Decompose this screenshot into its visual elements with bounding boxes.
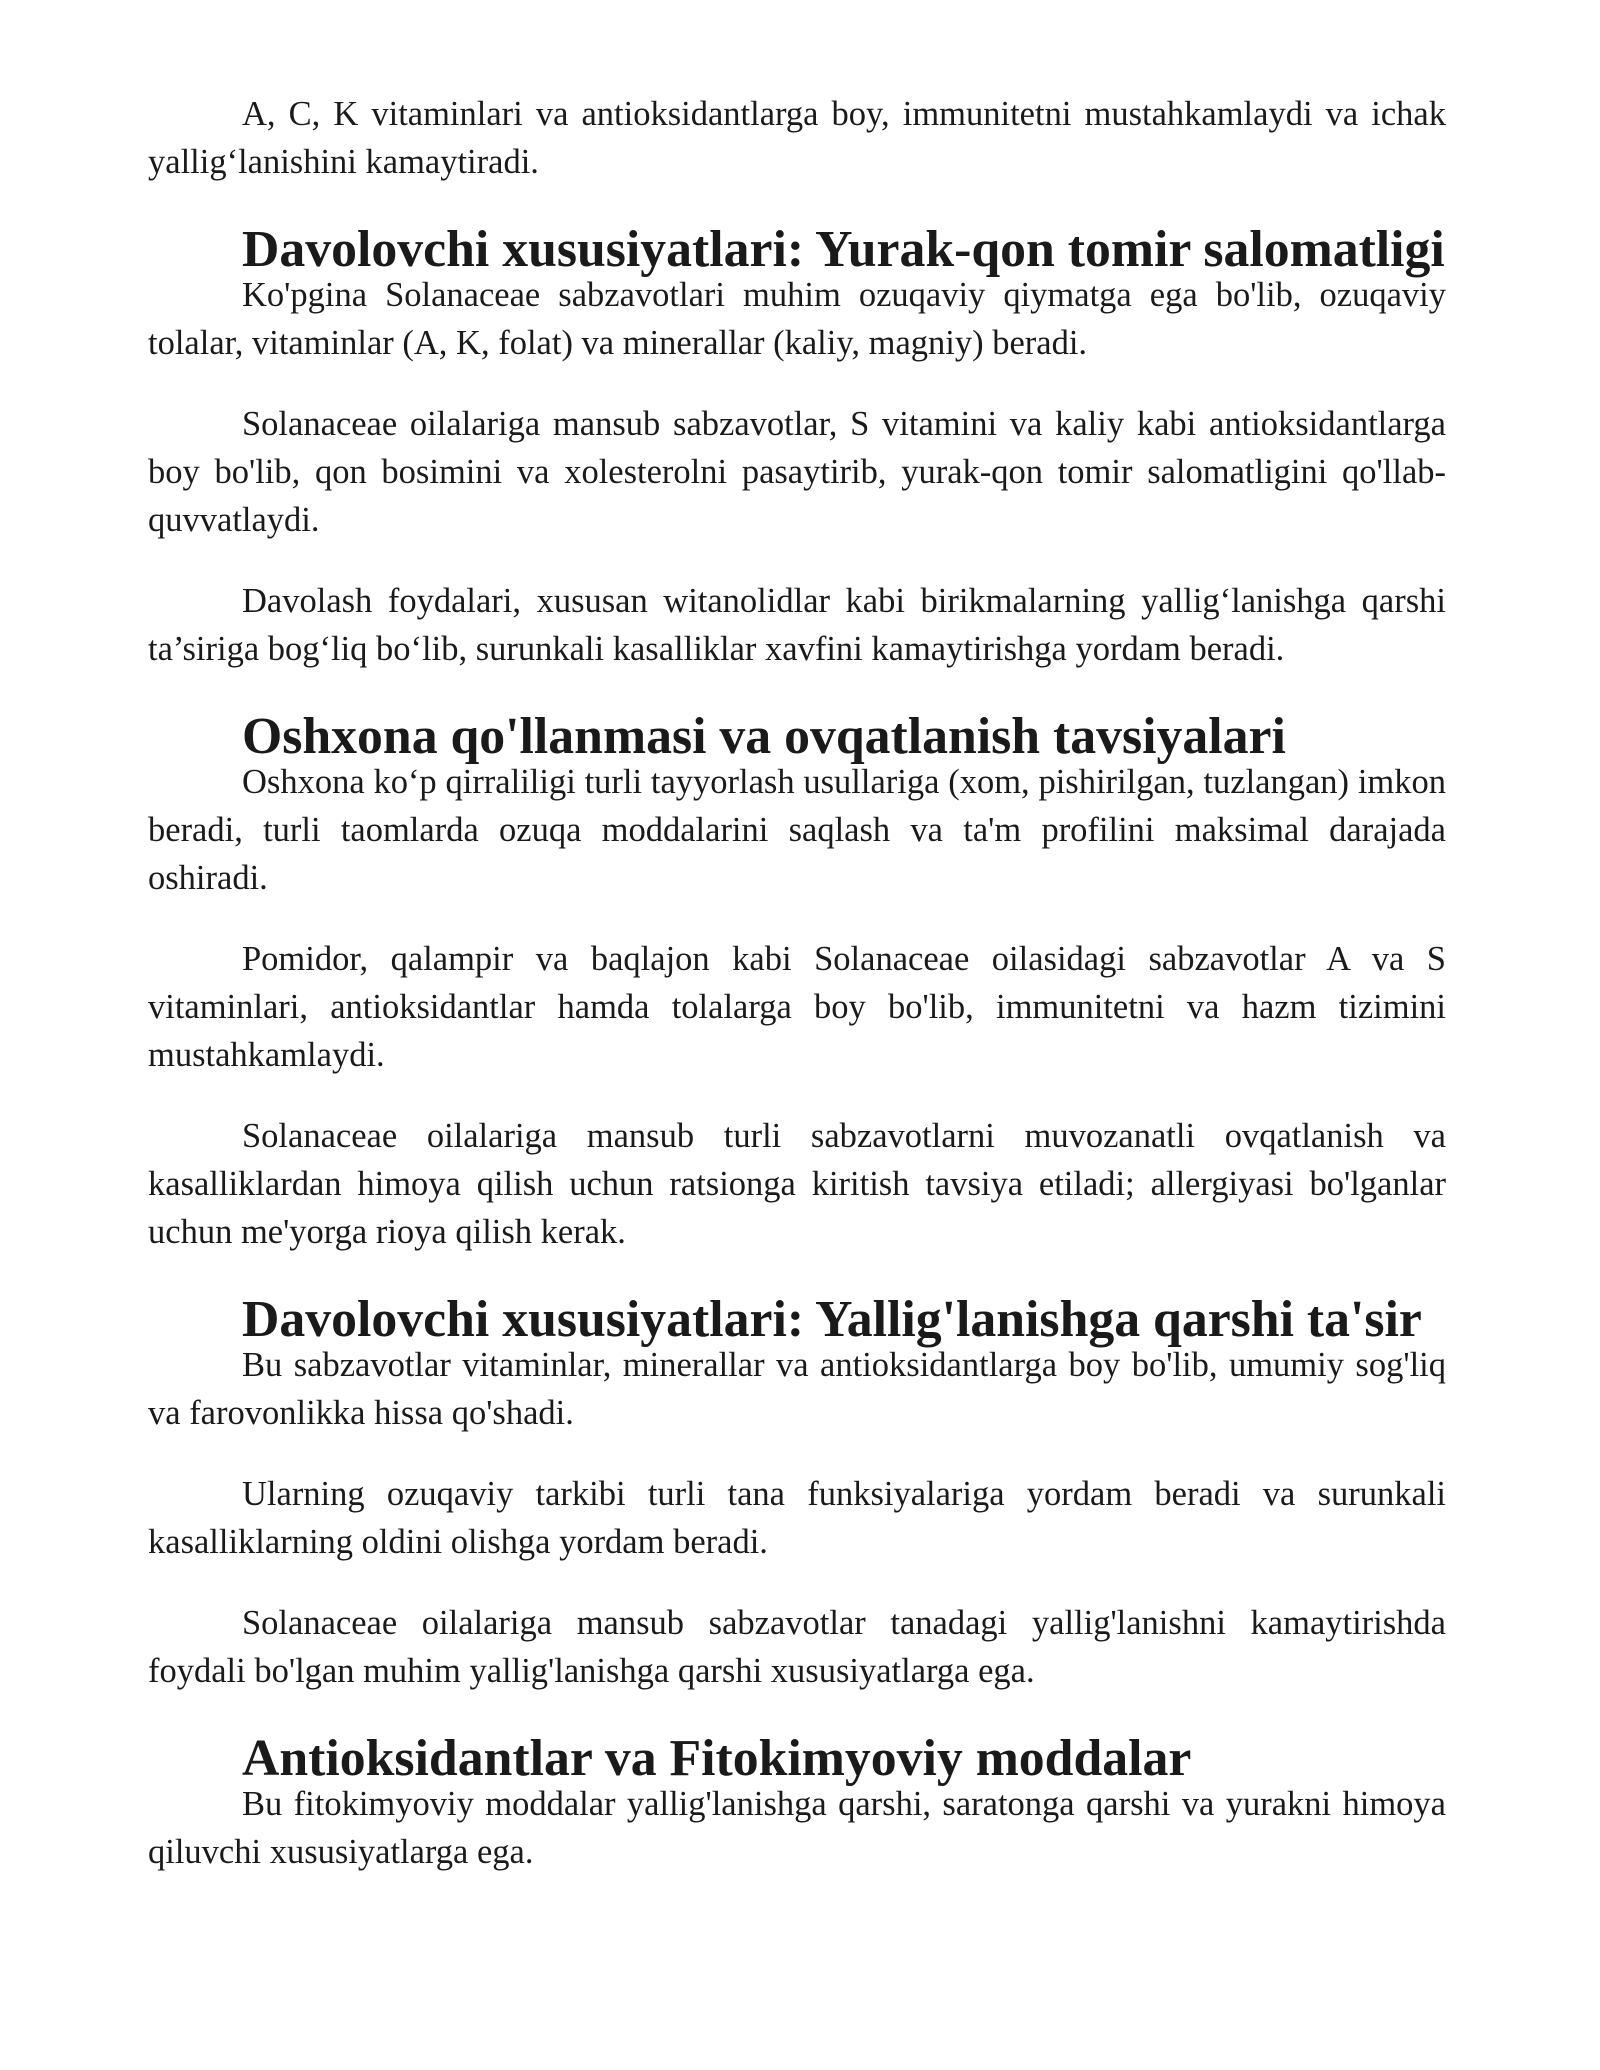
heading-antioxidants: Antioksidantlar va Fitokimyoviy moddalar (242, 1730, 1192, 1787)
paragraph-treatment-benefits: Davolash foydalari, xususan witanolidlar kabi birikmalarning yallig‘lanishga qarshi ta’siriga bog‘liq bo‘lib, surunkali kasalliklar xavfini kamaytirishga yordam beradi. (148, 582, 1446, 668)
paragraph-overall-health: Bu sabzavotlar vitaminlar, minerallar va antioksidantlarga boy bo'lib, umumiy sog'liq va farovonlikka hissa qo'shadi. (148, 1346, 1446, 1432)
paragraph-heart-health: Solanaceae oilalariga mansub sabzavotlar, S vitamini va kaliy kabi antioksidantlarga boy bo'lib, qon bosimini va xolesterolni pasaytirib, yurak-qon tomir salomatligini qo'llab-quvvatlaydi. (148, 405, 1446, 539)
heading-kitchen-guide: Oshxona qo'llanmasi va ovqatlanish tavsiyalari (242, 708, 1286, 765)
document-page (148, 90, 1446, 1909)
heading-anti-inflammatory: Davolovchi xususiyatlari: Yallig'lanishga qarshi ta'sir (242, 1291, 1422, 1348)
paragraph-tomato-pepper: Pomidor, qalampir va baqlajon kabi Solanaceae oilasidagi sabzavotlar A va S vitaminlari, antioksidantlar hamda tolalarga boy bo'lib, immunitetni va hazm tizimini mustahkamlaydi. (148, 940, 1446, 1074)
paragraph-body-functions: Ularning ozuqaviy tarkibi turli tana funksiyalariga yordam beradi va surunkali kasalliklarning oldini olishga yordam beradi. (148, 1475, 1446, 1561)
paragraph-diet-recommendation: Solanaceae oilalariga mansub turli sabzavotlarni muvozanatli ovqatlanish va kasalliklardan himoya qilish uchun ratsionga kiritish tavsiya etiladi; allergiyasi bo'lganlar uchun me'yorga rioya qilish kerak. (148, 1117, 1446, 1251)
paragraph-phytochemicals: Bu fitokimyoviy moddalar yallig'lanishga qarshi, saratonga qarshi va yurakni himoya qiluvchi xususiyatlarga ega. (148, 1785, 1446, 1871)
heading-cardiovascular: Davolovchi xususiyatlari: Yurak-qon tomir salomatligi (242, 221, 1445, 278)
paragraph-kitchen-versatility: Oshxona ko‘p qirraliligi turli tayyorlash usullariga (xom, pishirilgan, tuzlangan) imkon beradi, turli taomlarda ozuqa moddalarini saqlash va ta'm profilini maksimal darajada oshiradi. (148, 763, 1446, 897)
paragraph-inflammation-reduction: Solanaceae oilalariga mansub sabzavotlar tanadagi yallig'lanishni kamaytirishda foydali bo'lgan muhim yallig'lanishga qarshi xususiyatlarga ega. (148, 1604, 1446, 1690)
paragraph-nutritional-value: Ko'pgina Solanaceae sabzavotlari muhim ozuqaviy qiymatga ega bo'lib, ozuqaviy tolalar, vitaminlar (A, K, folat) va minerallar (kaliy, magniy) beradi. (148, 276, 1446, 362)
paragraph-vitamins-intro: A, C, K vitaminlari va antioksidantlarga boy, immunitetni mustahkamlaydi va ichak yallig‘lanishini kamaytiradi. (148, 95, 1446, 181)
